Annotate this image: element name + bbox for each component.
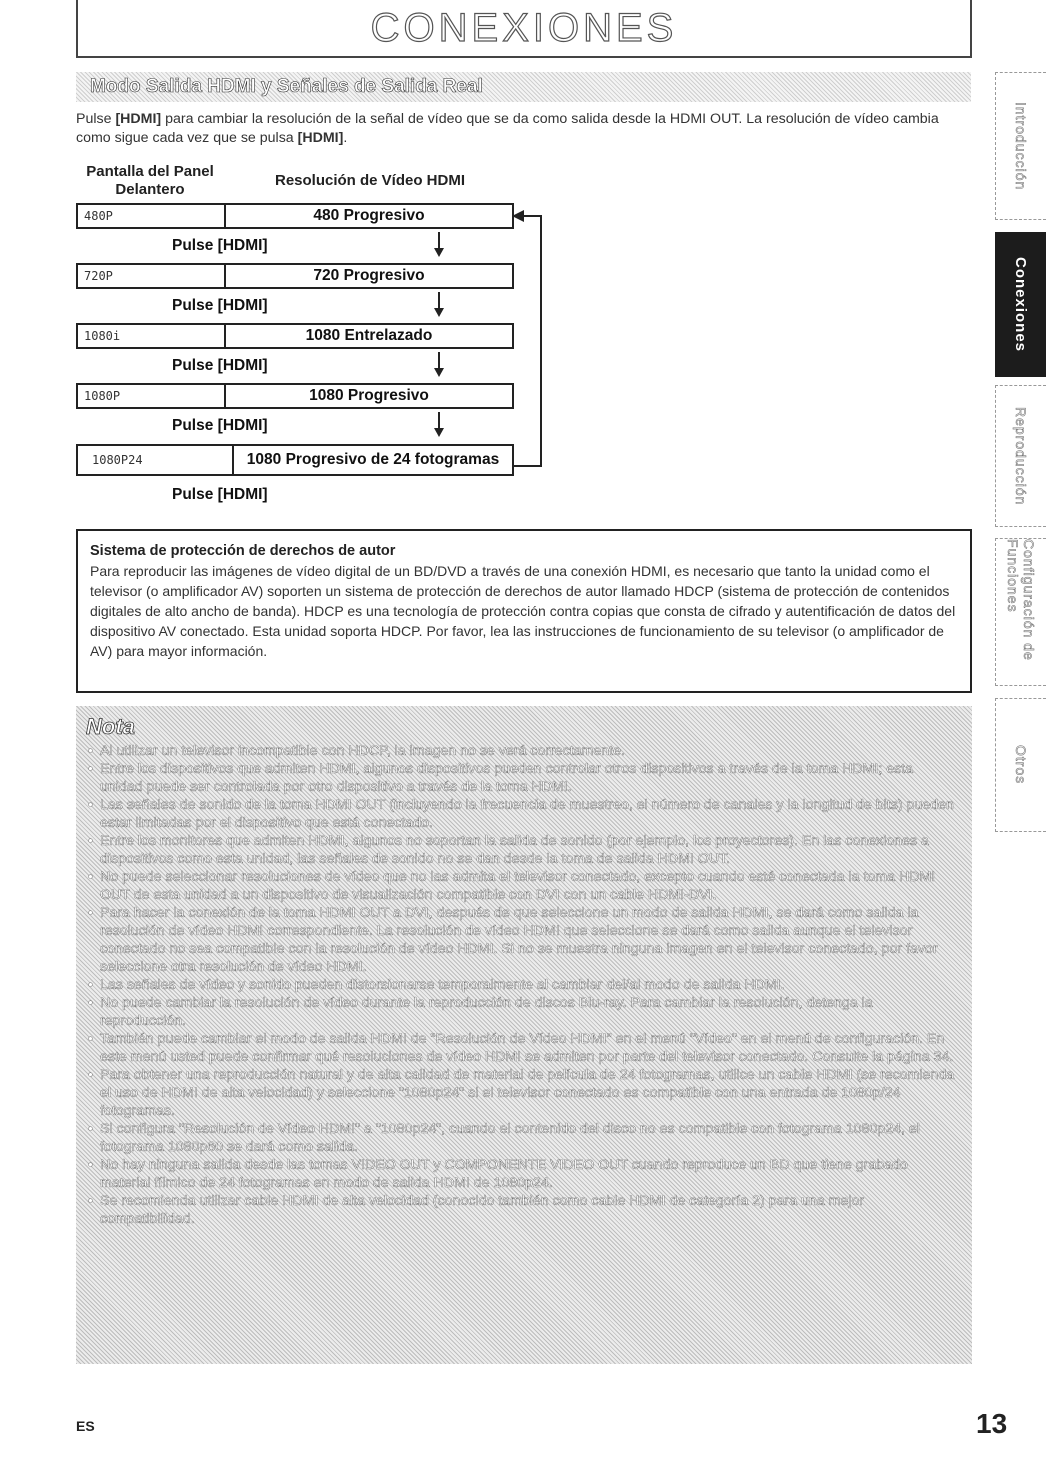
side-tab-reproduccion[interactable]	[995, 385, 1046, 527]
section-heading-text: Modo Salida HDMI y Señales de Salida Real	[90, 76, 483, 97]
pulse-hdmi-label: Pulse [HDMI]	[172, 486, 268, 503]
footer-language: ES	[76, 1418, 95, 1434]
intro-paragraph	[76, 110, 976, 148]
page-header	[76, 0, 972, 58]
resolution-row-1080p	[76, 383, 514, 409]
arrow-down-icon	[431, 292, 447, 318]
resolution-label: 720 Progresivo	[313, 267, 425, 284]
intro-text-1: Pulse	[76, 111, 116, 127]
note-item: • Para hacer la conexión de la toma HDMI OUT a DVI, después de que seleccione un modo de salida HDMI, se dará como salida la resolución de vídeo HDMI correspondiente. La resolución de vídeo HDMI que seleccione se dará como salida aunque el televisor conectado no sea compatible con la resolución de vídeo HDMI. Si no se muestra ninguna imagen en el televisor conectado, por favor seleccione otra resolución de vídeo HDMI.	[86, 904, 958, 976]
resolution-row-720p	[76, 263, 514, 289]
side-tab-conexiones[interactable]	[995, 232, 1046, 377]
note-item: • Entre los monitores que admiten HDMI, algunos no soportan la salida de sonido (por ejemplo, los proyectores). En las conexiones a dispositivos como esta unidad, las señales de sonido no se dan desde la toma de salida HDMI OUT.	[86, 832, 958, 868]
side-tab-label: Configuración de Funciones	[1005, 539, 1037, 661]
note-item: • No puede cambiar la resolución de vídeo durante la reproducción de discos Blu-ray. Para cambiar la resolución, detenga la reproducción.	[86, 994, 958, 1030]
note-item: • Entre los dispositivos que admiten HDMI, algunos dispositivos pueden controlar otros dispositivos a través de la toma HDMI; esta unidad puede ser controlada por otro dispositivo a través de la toma HDMI.	[86, 760, 958, 796]
copyright-title: Sistema de protección de derechos de autor	[90, 543, 396, 559]
note-box	[76, 706, 972, 1364]
note-item: • Las señales de sonido de la toma HDMI OUT (incluyendo la frecuencia de muestreo, el número de canales y la longitud de bits) pueden estar limitadas por el dispositivo que está conectado.	[86, 796, 958, 832]
resolution-label: 480 Progresivo	[313, 207, 425, 224]
resolution-row-1080p24	[76, 444, 514, 476]
note-item: • No puede seleccionar resoluciones de vídeo que no las admita el televisor conectado, excepto cuando esté conectada la toma HDMI OUT de esta unidad a un dispositivo de visualización compatible con DVI con un cable HDMI-DVI.	[86, 868, 958, 904]
note-item: • Las señales de vídeo y sonido pueden distorsionarse temporalmente al cambiar del/al modo de salida HDMI.	[86, 976, 958, 994]
side-tab-label: Reproducción	[1013, 406, 1029, 506]
note-item: • No hay ninguna salida desde las tomas VIDEO OUT y COMPONENTE VIDEO OUT cuando reproduce un BD que tiene grabado material fílmico de 24 fotogramas en modo de salida HDMI de 1080p24.	[86, 1156, 958, 1192]
section-heading	[76, 72, 971, 102]
note-item: • También puede cambiar el modo de salida HDMI de "Resolución de Vídeo HDMI" en el menú "Vídeo" en el menú de configuración. En este menú usted puede confirmar qué resoluciones de vídeo HDMI se admiten por parte del televisor conectado. Consulte la página 34.	[86, 1030, 958, 1066]
resolution-row-1080i	[76, 323, 514, 349]
front-panel-code: 720P	[78, 265, 226, 287]
pulse-hdmi-label: Pulse [HDMI]	[172, 297, 268, 314]
intro-text-3: .	[343, 130, 348, 146]
front-panel-code: 1080P	[78, 385, 226, 407]
copyright-body: Para reproducir las imágenes de vídeo digital de un BD/DVD a través de una conexión HDMI, es necesario que tanto la unidad como el televisor (o amplificador AV) soporten un sistema de protección de derechos de autor llamado HDCP (sistema de protección de contenidos digitales de alto ancho de banda). HDCP es una tecnología de protección contra copias que consta de cifrado y autentificación de datos del dispositivo AV conectado. Esta unidad soporta HDCP. Por favor, lea las instrucciones de funcionamiento de su televisor (o amplificador de AV) para mayor información.	[90, 563, 956, 659]
intro-hdmi-key-2: [HDMI]	[297, 130, 344, 146]
arrow-down-icon	[431, 352, 447, 378]
resolution-label: 1080 Progresivo de 24 fotogramas	[246, 451, 500, 468]
front-panel-code: 1080P24	[78, 446, 234, 474]
side-tab-introduccion[interactable]	[995, 72, 1046, 220]
side-tab-label: Introducción	[1013, 101, 1029, 191]
note-item: • Para obtener una reproducción natural y de alta calidad de material de película de 24 fotogramas, utilice un cable HDMI (se recomienda el uso de HDMI de alta velocidad) y seleccione "1080p24" si el televisor conectado es compatible con una entrada de 1080p/24 fotogramas.	[86, 1066, 958, 1120]
col-resolution-header: Resolución de Vídeo HDMI	[274, 172, 466, 189]
col-front-panel-header: Pantalla del Panel Delantero	[86, 163, 214, 198]
resolution-row-480p	[76, 203, 514, 229]
front-panel-code: 1080i	[78, 325, 226, 347]
front-panel-code: 480P	[78, 205, 226, 227]
pulse-hdmi-label: Pulse [HDMI]	[172, 417, 268, 434]
note-item: • Al utilizar un televisor incompatible con HDCP, la imagen no se verá correctamente.	[86, 742, 958, 760]
arrow-left-icon	[512, 209, 526, 223]
loop-line-bottom	[514, 465, 542, 467]
arrow-down-icon	[431, 232, 447, 258]
side-tab-otros[interactable]	[995, 698, 1046, 832]
side-tab-label: Conexiones	[1012, 256, 1029, 353]
note-item: • Si configura "Resolución de Vídeo HDMI" a "1080p24", cuando el contenido del disco no es compatible con fotograma 1080p24, el fotograma 1080p60 se dará como salida.	[86, 1120, 958, 1156]
side-tab-configuracion[interactable]	[995, 538, 1046, 686]
note-title: Nota	[86, 714, 135, 739]
loop-line-vertical	[540, 215, 542, 467]
copyright-protection-box	[76, 529, 972, 693]
pulse-hdmi-label: Pulse [HDMI]	[172, 237, 268, 254]
resolution-label: 1080 Progresivo	[309, 387, 429, 404]
intro-text-2: para cambiar la resolución de la señal de vídeo que se da como salida desde la HDMI OUT. La resolución de vídeo cambia como sigue cada vez que se pulsa	[76, 111, 939, 146]
resolution-label: 1080 Entrelazado	[305, 327, 433, 344]
pulse-hdmi-label: Pulse [HDMI]	[172, 357, 268, 374]
intro-hdmi-key-1: [HDMI]	[115, 111, 162, 127]
side-tab-label: Otros	[1013, 745, 1029, 785]
note-item: • Se recomienda utilizar cable HDMI de alta velocidad (conocido también como cable HDMI de categoría 2) para una mejor compatibilidad.	[86, 1192, 958, 1228]
page-title: CONEXIONES	[370, 5, 678, 50]
page-number: 13	[976, 1408, 1008, 1439]
arrow-down-icon	[431, 412, 447, 438]
note-list	[86, 742, 958, 1228]
